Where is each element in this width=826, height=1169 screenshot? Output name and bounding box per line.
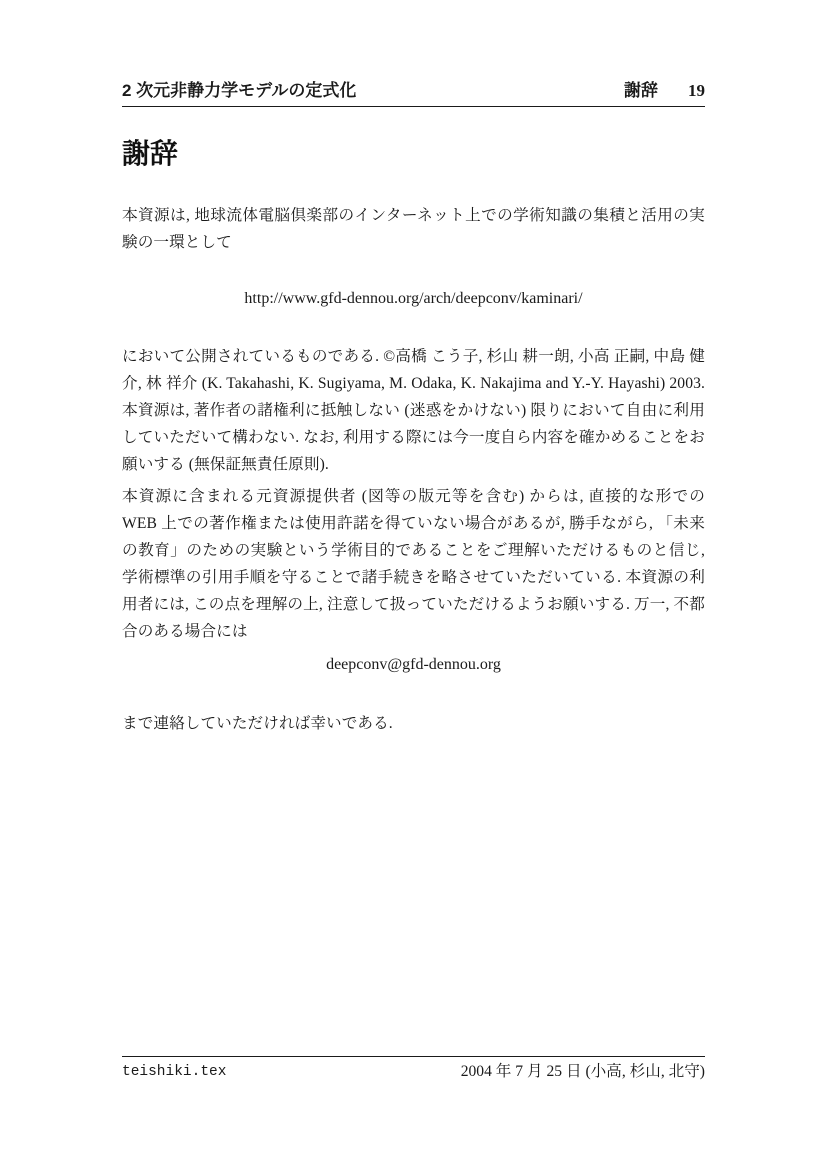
footer-filename: teishiki.tex xyxy=(122,1064,227,1080)
paragraph-license: 本資源に含まれる元資源提供者 (図等の版元等を含む) からは, 直接的な形での WEB 上での著作権または使用許諾を得ていない場合があるが, 勝手ながら, 「未来の教育」のための実験という学術目的であることをご理解いただけるものと信じ, 学術標準の引用手順を守ることで諸手続きを略させていただいている. 本資源の利用者には, この点を理解の上, 注意して扱っていただけるようお願いする. 万一, 不都合のある場合には xyxy=(122,488,705,640)
paragraph-intro: 本資源は, 地球流体電脳倶楽部のインターネット上での学術知識の集積と活用の実験の一環として xyxy=(122,207,705,251)
header-right-group xyxy=(624,81,705,101)
header-section-title: 2 次元非静力学モデルの定式化 xyxy=(122,81,357,100)
paragraph-copyright: において公開されているものである. ©高橋 こう子, 杉山 耕一朗, 小高 正嗣, 中島 健介, 林 祥介 (K. Takahashi, K. Sugiyama, M. Odaka, K. Nakajima and Y.-Y. Hayashi) 2003. 本資源は, 著作者の諸権利に抵触しない (迷惑をかけない) 限りにおいて自由に利用していただいて構わない. なお, 利用する際には今一度自ら内容を確かめることをお願いする (無保証無責任原則). xyxy=(122,348,705,473)
contact-email: deepconv@gfd-dennou.org xyxy=(326,656,501,673)
header-chapter-label: 謝辞 xyxy=(624,81,658,100)
running-header xyxy=(122,81,705,107)
resource-url: http://www.gfd-dennou.org/arch/deepconv/kaminari/ xyxy=(244,290,583,307)
header-page-number: 19 xyxy=(688,81,705,100)
footer-date: 2004 年 7 月 25 日 (小高, 杉山, 北守) xyxy=(460,1063,705,1080)
paragraph-closing: まで連絡していただければ幸いである. xyxy=(122,715,393,732)
section-title: 謝辞 xyxy=(122,138,179,169)
page-footer xyxy=(122,1056,705,1082)
